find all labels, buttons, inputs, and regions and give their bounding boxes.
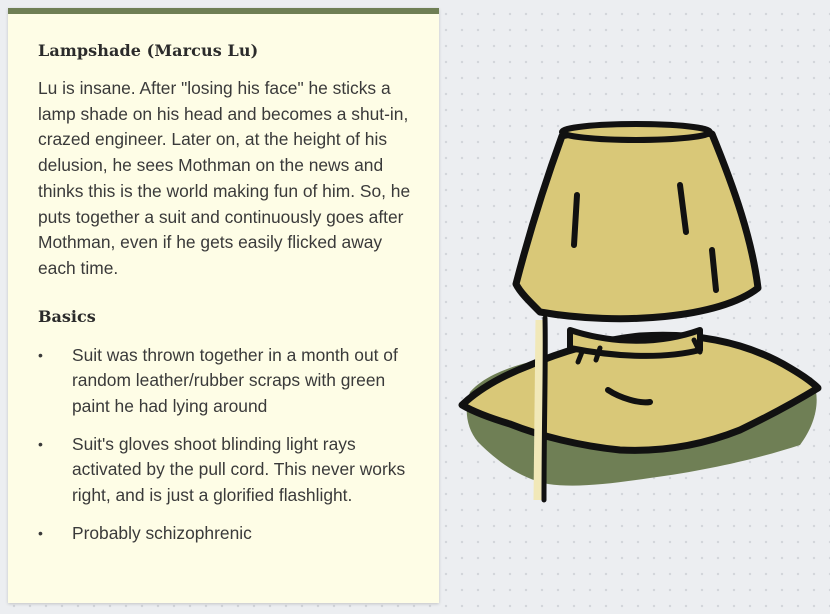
lampshade-top-rim — [562, 124, 710, 140]
basics-list — [38, 343, 413, 547]
pull-cord — [538, 320, 540, 500]
lampshade-stroke — [712, 250, 716, 290]
bullet-icon: • — [38, 524, 43, 541]
bullet-icon: • — [38, 346, 43, 363]
character-description: Lu is insane. After "losing his face" he sticks a lamp shade on his head and becomes a shut-in, crazed engineer. Later on, at the height of his delusion, he sees Mothman on the news and thinks this is the world making fun of him. So, he puts together a suit and continuously goes after Mothman, even if he gets easily flicked away each time. — [38, 78, 411, 278]
character-card — [8, 8, 439, 603]
list-item — [38, 521, 413, 547]
lampshade-stroke — [574, 195, 577, 245]
pull-cord-outline — [544, 318, 545, 500]
basics-heading: Basics — [38, 306, 96, 326]
bullet-icon: • — [38, 435, 43, 452]
character-title: Lampshade (Marcus Lu) — [38, 41, 259, 60]
list-item — [38, 343, 413, 420]
lampshade — [516, 127, 758, 318]
list-item-text: Probably schizophrenic — [72, 522, 252, 543]
lampshade-character-icon — [450, 110, 830, 520]
list-item — [38, 432, 413, 509]
list-item-text: Suit's gloves shoot blinding light rays activated by the pull cord. This never works right, and is just a glorified flashlight. — [72, 433, 406, 506]
list-item-text: Suit was thrown together in a month out of random leather/rubber scraps with green paint he had lying around — [72, 344, 398, 417]
